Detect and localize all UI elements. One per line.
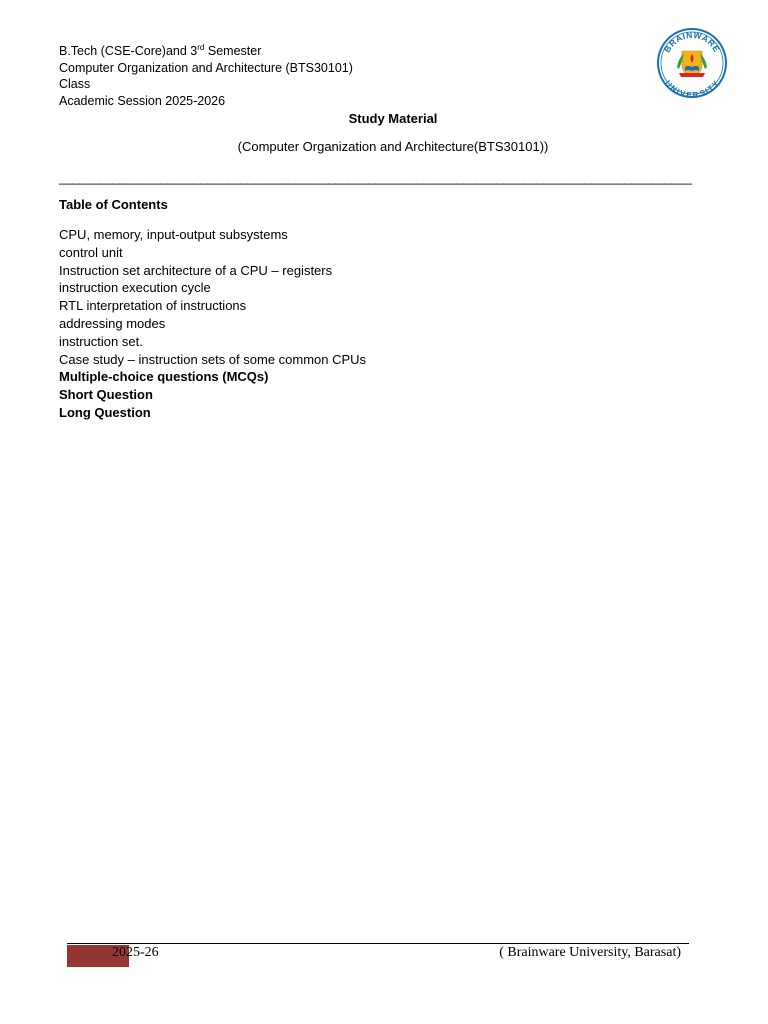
toc-item: control unit: [59, 244, 123, 260]
toc-item: CPU, memory, input-output subsystems: [59, 227, 288, 242]
footer-institution: ( Brainware University, Barasat): [499, 945, 681, 960]
footer-divider: [67, 943, 689, 944]
course-program-text: B.Tech (CSE-Core)and 3: [59, 44, 198, 58]
toc-item: instruction set.: [59, 333, 143, 349]
course-semester-line: [59, 43, 353, 60]
logo-text-bottom: UNIVERSITY: [663, 78, 721, 99]
toc-item-long-question: Long Question: [59, 404, 151, 420]
academic-session-line: Academic Session 2025-2026: [59, 93, 226, 108]
course-title-line: Computer Organization and Architecture (BTS30101): [59, 60, 353, 75]
toc-item: Instruction set architecture of a CPU – registers: [59, 262, 333, 278]
toc-item: Case study – instruction sets of some common CPUs: [59, 351, 367, 367]
toc-item-mcq: Multiple-choice questions (MCQs): [59, 369, 269, 385]
toc-list: [59, 226, 366, 422]
study-material-title: Study Material: [348, 111, 438, 126]
toc-item: instruction execution cycle: [59, 280, 211, 296]
ordinal-suffix: rd: [197, 42, 205, 52]
course-header: [59, 43, 353, 109]
logo-text-top: BRAINWARE: [661, 29, 723, 55]
toc-item-short-question: Short Question: [59, 387, 153, 403]
toc-item: RTL interpretation of instructions: [59, 298, 247, 314]
toc-heading: Table of Contents: [59, 197, 168, 212]
toc-item: addressing modes: [59, 315, 166, 331]
brainware-university-logo: [655, 27, 729, 99]
class-line: Class: [59, 77, 91, 91]
study-material-subtitle: (Computer Organization and Architecture(BTS30101)): [237, 139, 549, 154]
separator-line: ______________________________________________________________________________________________: [59, 170, 692, 185]
footer-year: 2025-26: [112, 945, 159, 960]
semester-text: Semester: [204, 44, 262, 58]
